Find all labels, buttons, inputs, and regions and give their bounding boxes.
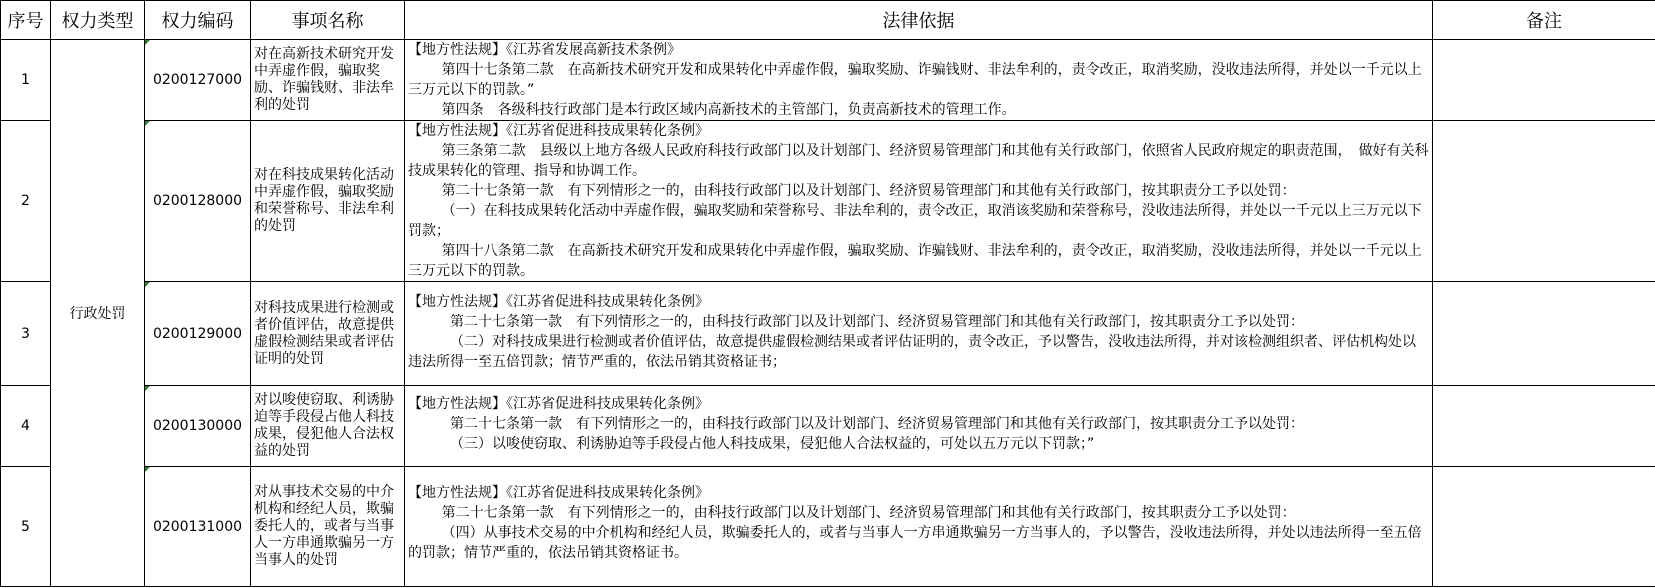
power-code: 0200129000 <box>145 282 251 386</box>
row-index: 3 <box>1 282 51 386</box>
basis-clause: 第二十七条第一款 有下列情形之一的，由科技行政部门以及计划部门、经济贸易管理部门和其他有关行政部门，按其职责分工予以处罚： <box>441 183 1296 199</box>
remarks-cell <box>1433 467 1655 587</box>
power-code: 0200131000 <box>145 467 251 587</box>
header-power-type: 权力类型 <box>51 1 145 40</box>
table-row <box>1 386 1655 467</box>
remarks-cell <box>1433 282 1655 386</box>
basis-clause: （三）以唆使窃取、利诱胁迫等手段侵占他人科技成果，侵犯他人合法权益的，可处以五万元以下罚款；” <box>450 436 1095 452</box>
basis-law-title: 【地方性法规】《江苏省促进科技成果转化条例》 <box>408 485 709 501</box>
basis-law-title: 【地方性法规】《江苏省促进科技成果转化条例》 <box>408 123 709 139</box>
row-index: 4 <box>1 386 51 467</box>
legal-basis <box>405 467 1433 587</box>
header-index: 序号 <box>1 1 51 40</box>
basis-law-title: 【地方性法规】《江苏省发展高新技术条例》 <box>408 42 681 58</box>
basis-clause: 第二十七条第一款 有下列情形之一的，由科技行政部门以及计划部门、经济贸易管理部门和其他有关行政部门，按其职责分工予以处罚： <box>450 314 1304 330</box>
table-row <box>1 467 1655 587</box>
power-code: 0200128000 <box>145 121 251 282</box>
power-type-cell: 行政处罚 <box>51 40 145 587</box>
legal-basis <box>405 386 1433 467</box>
table-row <box>1 282 1655 386</box>
header-legal-basis: 法律依据 <box>405 1 1433 40</box>
row-index: 5 <box>1 467 51 587</box>
basis-clause: 第四十八条第二款 在高新技术研究开发和成果转化中弄虚作假，骗取奖励、诈骗钱财、非法牟利的，责令改正，取消奖励，没收违法所得，并处以一千元以上三万元以下的罚款。 <box>408 243 1422 279</box>
basis-law-title: 【地方性法规】《江苏省促进科技成果转化条例》 <box>408 396 709 412</box>
remarks-cell <box>1433 121 1655 282</box>
table-row <box>1 40 1655 121</box>
header-remarks: 备注 <box>1433 1 1655 40</box>
power-code: 0200127000 <box>145 40 251 121</box>
basis-clause: （四）从事技术交易的中介机构和经纪人员，欺骗委托人的，或者与当事人一方串通欺骗另一方当事人的，予以警告，没收违法所得，并处以违法所得一至五倍的罚款；情节严重的，依法吊销其资格证书。 <box>408 525 1422 561</box>
header-row <box>1 1 1655 40</box>
item-name: 对在科技成果转化活动中弄虚作假，骗取奖励和荣誉称号、非法牟利的处罚 <box>251 121 405 282</box>
row-index: 1 <box>1 40 51 121</box>
basis-clause: 第二十七条第一款 有下列情形之一的，由科技行政部门以及计划部门、经济贸易管理部门和其他有关行政部门，按其职责分工予以处罚： <box>441 505 1296 521</box>
table-row <box>1 121 1655 282</box>
remarks-cell <box>1433 386 1655 467</box>
basis-clause: （二）对科技成果进行检测或者价值评估，故意提供虚假检测结果或者评估证明的，责令改正，予以警告，没收违法所得，并对该检测组织者、评估机构处以违法所得一至五倍罚款；情节严重的，依法吊销其资格证书； <box>408 334 1416 370</box>
header-power-code: 权力编码 <box>145 1 251 40</box>
basis-clause: 第四十七条第二款 在高新技术研究开发和成果转化中弄虚作假，骗取奖励、诈骗钱财、非法牟利的，责令改正，取消奖励，没收违法所得，并处以一千元以上三万元以下的罚款。” <box>408 62 1422 98</box>
item-name: 对科技成果进行检测或者价值评估，故意提供虚假检测结果或者评估证明的处罚 <box>251 282 405 386</box>
item-name: 对在高新技术研究开发中弄虚作假，骗取奖励、诈骗钱财、非法牟利的处罚 <box>251 40 405 121</box>
header-item-name: 事项名称 <box>251 1 405 40</box>
item-name: 对从事技术交易的中介机构和经纪人员，欺骗委托人的，或者与当事人一方串通欺骗另一方当事人的处罚 <box>251 467 405 587</box>
basis-clause: 第四条 各级科技行政部门是本行政区域内高新技术的主管部门，负责高新技术的管理工作。 <box>441 102 1016 118</box>
remarks-cell <box>1433 40 1655 121</box>
power-code: 0200130000 <box>145 386 251 467</box>
legal-basis <box>405 40 1433 121</box>
basis-clause: 第三条第二款 县级以上地方各级人民政府科技行政部门以及计划部门、经济贸易管理部门和其他有关行政部门，依照省人民政府规定的职责范围， 做好有关科技成果转化的管理、指导和协调工作。 <box>408 143 1429 179</box>
item-name: 对以唆使窃取、利诱胁迫等手段侵占他人科技成果，侵犯他人合法权益的处罚 <box>251 386 405 467</box>
legal-basis <box>405 282 1433 386</box>
legal-basis <box>405 121 1433 282</box>
basis-law-title: 【地方性法规】《江苏省促进科技成果转化条例》 <box>408 294 709 310</box>
row-index: 2 <box>1 121 51 282</box>
basis-clause: （一）在科技成果转化活动中弄虚作假，骗取奖励和荣誉称号、非法牟利的，责令改正，取消该奖励和荣誉称号，没收违法所得，并处以一千元以上三万元以下罚款； <box>408 203 1422 239</box>
basis-clause: 第二十七条第一款 有下列情形之一的，由科技行政部门以及计划部门、经济贸易管理部门和其他有关行政部门，按其职责分工予以处罚： <box>450 416 1304 432</box>
